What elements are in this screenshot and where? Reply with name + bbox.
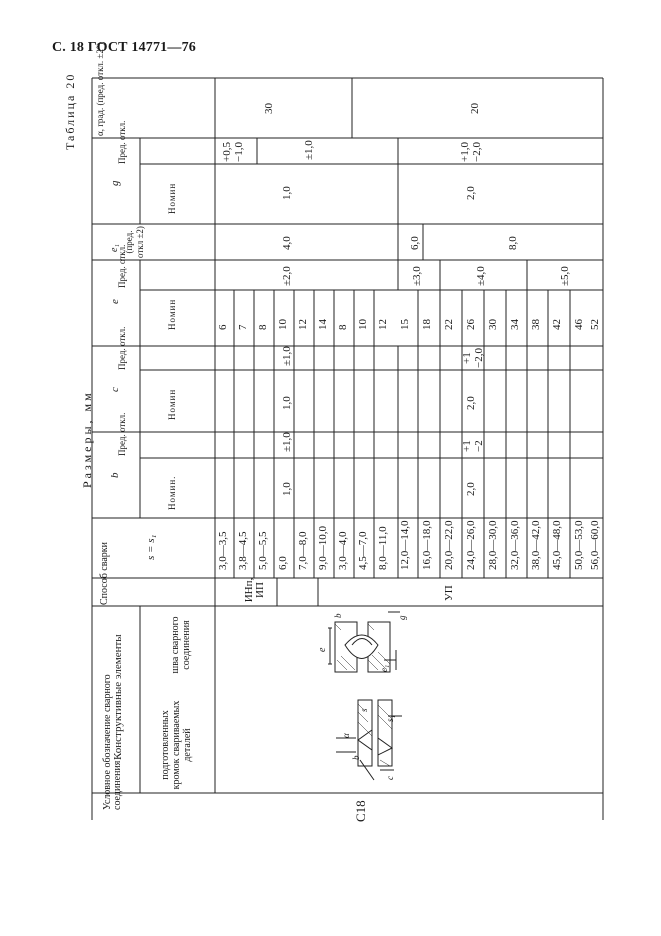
sizes-label: Размеры, мм	[80, 390, 94, 488]
e1-1: 4,0	[281, 236, 293, 250]
e1-2: 6,0	[409, 236, 421, 250]
c-dev-header: Пред. откл.	[117, 326, 127, 370]
e-nom-value: 34	[509, 319, 521, 330]
s-value: 3,0—3,5	[217, 531, 229, 570]
s-value: 56,0—60,0	[589, 520, 601, 570]
e-dev-4: ±5,0	[559, 266, 571, 286]
weld-joint-drawing	[328, 612, 400, 672]
e-nom-value: 46	[573, 319, 585, 330]
c-nom-2: 2,0	[465, 396, 477, 410]
e-nom-value: 22	[443, 319, 455, 330]
e-nom-value: 26	[465, 319, 477, 330]
e-nom-value: 8	[257, 324, 269, 330]
structural-header: Конструктивные элементы	[112, 634, 124, 760]
g-header: g	[109, 180, 121, 186]
s-value: 3,0—4,0	[337, 531, 349, 570]
g-dev-header: Пред. откл.	[117, 120, 127, 164]
s-value: 45,0—48,0	[551, 520, 563, 570]
s-value: 6,0	[277, 556, 289, 570]
e-nom-value: 18	[421, 319, 433, 330]
b-dev-header: Пред. откл.	[117, 412, 127, 456]
g-dev-2: ±1,0	[303, 140, 315, 160]
g-nom-header: Номин	[167, 182, 177, 214]
e-nom-value: 6	[217, 324, 229, 330]
drawing-label-s: s	[359, 708, 369, 712]
e-nom-value: 52	[589, 319, 601, 330]
designation-value: С18	[353, 800, 368, 822]
weld-header: шва сварного соединения	[170, 616, 192, 674]
e-nom-value: 7	[237, 324, 249, 330]
e-dev-header: Пред. откл.	[117, 244, 127, 288]
e-nom-value: 38	[530, 319, 542, 330]
e1-3: 8,0	[507, 236, 519, 250]
c-dev-1: ±1,0	[281, 346, 293, 366]
table-label: Таблица 20	[63, 72, 77, 150]
b-nom-1: 1,0	[281, 482, 293, 496]
e-nom-value: 12	[297, 319, 309, 330]
b-dev-2b: −2	[473, 440, 485, 452]
e-nom-value: 8	[337, 324, 349, 330]
e1-header: e₁	[109, 244, 120, 252]
alpha-2: 20	[469, 103, 481, 114]
s-value: 4,5—7,0	[357, 531, 369, 570]
s-header: s = s₁	[145, 534, 157, 560]
g-nom-2: 2,0	[465, 186, 477, 200]
e-nom-value: 30	[487, 319, 499, 330]
c-nom-header: Номин	[167, 388, 177, 420]
drawing-label-alpha: α	[341, 733, 351, 738]
s-value: 12,0—14,0	[399, 520, 411, 570]
prepared-header: подготовленных кромок свариваемых деталей	[160, 700, 193, 790]
s-value: 5,0—5,5	[257, 531, 269, 570]
g-dev-3a: +1,0	[459, 142, 471, 162]
c-nom-1: 1,0	[281, 396, 293, 410]
s-value: 3,8—4,5	[237, 531, 249, 570]
drawing-label-e: e	[317, 647, 328, 652]
method-header: Способ сварки	[99, 542, 110, 605]
method-1: ИНп, ИП	[243, 577, 266, 603]
c-header: c	[109, 387, 121, 392]
c-dev-2a: +1	[461, 352, 473, 364]
e1-note: (пред. откл ±2)	[124, 226, 145, 258]
g-dev-1a: +0,5	[221, 142, 233, 162]
e-nom-header: Номин	[167, 298, 177, 330]
c-dev-2b: −2,0	[473, 348, 485, 368]
e-nom-value: 10	[277, 319, 289, 330]
e-nom-value: 12	[377, 319, 389, 330]
e-header: e	[109, 299, 121, 304]
e-nom-value: 42	[551, 319, 563, 330]
drawing-label-b2: b	[351, 755, 361, 760]
s-value: 24,0—26,0	[465, 520, 477, 570]
s-value: 9,0—10,0	[317, 526, 329, 570]
drawing-label-b: b	[333, 613, 343, 618]
b-nom-2: 2,0	[465, 482, 477, 496]
e-dev-3: ±4,0	[475, 266, 487, 286]
g-nom-1: 1,0	[281, 186, 293, 200]
s-value: 32,0—36,0	[509, 520, 521, 570]
e-dev-1: ±2,0	[281, 266, 293, 286]
s-value: 20,0—22,0	[443, 520, 455, 570]
b-dev-1: ±1,0	[281, 432, 293, 452]
s-value: 16,0—18,0	[421, 520, 433, 570]
alpha-header: α, град. (пред. откл. ±2°)	[95, 42, 105, 136]
s-value: 28,0—30,0	[487, 520, 499, 570]
page-header: С. 18 ГОСТ 14771—76	[52, 40, 196, 55]
b-dev-2a: +1	[461, 440, 473, 452]
method-2: УП	[443, 585, 455, 601]
e-dev-2: ±3,0	[411, 266, 423, 286]
g-dev-3b: −2,0	[471, 142, 483, 162]
drawing-label-g: g	[397, 615, 407, 620]
g-dev-1b: −1,0	[233, 142, 245, 162]
s-value: 7,0—8,0	[297, 531, 309, 570]
prepared-edges-drawing	[336, 700, 402, 780]
b-header: b	[109, 472, 121, 478]
b-nom-header: Номин.	[167, 475, 177, 510]
drawing-label-e1: e₁	[379, 664, 389, 672]
e-nom-value: 15	[399, 319, 411, 330]
e-nom-value: 10	[357, 319, 369, 330]
s-value: 38,0—42,0	[530, 520, 542, 570]
s-value: 8,0—11,0	[377, 526, 389, 570]
drawing-label-s1: s₁	[385, 715, 395, 722]
e-nom-value: 14	[317, 319, 329, 330]
drawing-label-c: c	[385, 776, 395, 780]
designation-header: Условное обозначение сварного соединения	[102, 674, 123, 810]
s-value: 50,0—53,0	[573, 520, 585, 570]
alpha-1: 30	[263, 103, 275, 114]
